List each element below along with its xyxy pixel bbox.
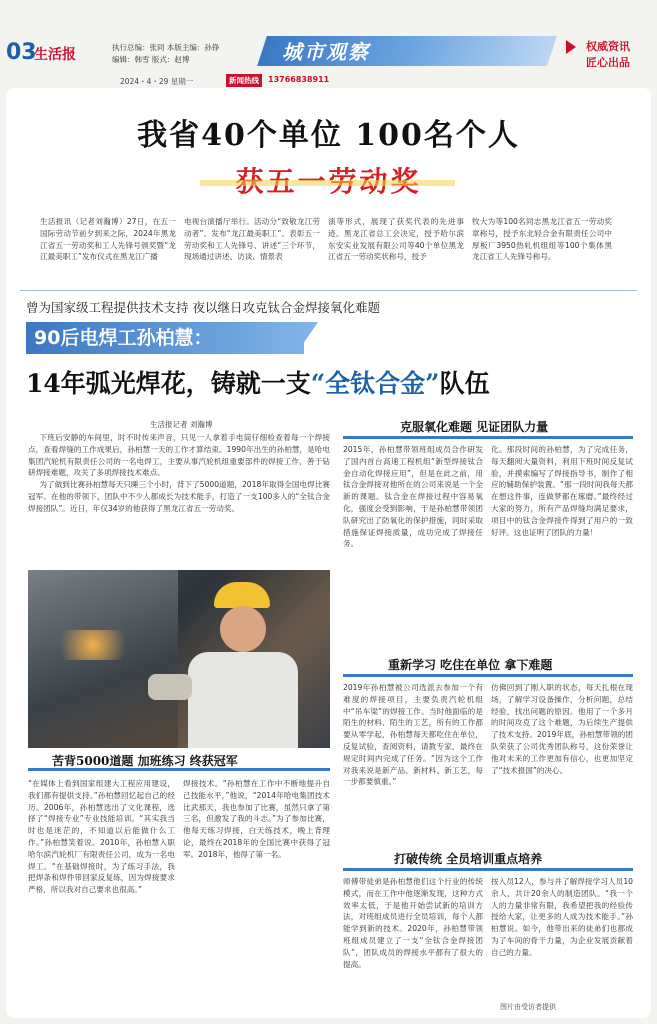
r2-col-2: 仿佛回到了刚入职的状态，每天扎根在现场，了解学习设备操作，分析问题，总结经验，找出问题的原因。他用了一个多月的时间攻克了这个难题，为后续生产提供了技术支持。2019年底，孙柏慧带领的团队荣获了公司优秀团队称号，这份荣誉让他对未来的工作更加有信心，也更加坚定了“技术报国”的决心。 [491,683,633,775]
article2-title [26,364,490,400]
left-col-1: “在媒体上看到国家组建大工程应用建设，我们都有提供支持。”孙柏慧回忆起自己的经历。2006年，孙柏慧选出了文化课程，选择了“焊接专业”专业技能培训。“其实我当时也是迷茫的，不知道以后能做什么工作。”孙柏慧笑着说。2010年，孙柏慧入职哈尔滨汽轮机厂有限责任公司，成为一名电焊工。“在基础焊接时，为了练习手法，我把焊条和焊件带回家反复练，因为焊接要求严格，所以我对自己要求也很高。” [28,779,175,895]
article1-col-3: 演等形式，展现了获奖代表的先进事迹。黑龙江省总工会决定，授予哈尔滨东安实业发展有限公司等40个单位黑龙江省五一劳动奖状称号，授予 [328,217,464,262]
section-title: 城市观察 [282,40,370,64]
subhead-bar [343,674,633,677]
title-tail: 队伍 [439,369,490,398]
left-col-2: 焊接技术。“孙柏慧在工作中不断地提升自己技能水平，”他说，“2014年哈电集团技术比武那天，我也参加了比赛，虽然只拿了第三名，但激发了我的斗志。”为了参加比赛，他每天练习焊接，白天练技术，晚上背理论，最终在2018年的全国比赛中获得了冠军。2018年，他得了第一名。 [183,779,330,859]
subhead-bar [343,868,633,871]
subhead-r1: 克服氧化难题 见证团队力量 [400,420,549,434]
subtitle-highlight [200,180,455,186]
article1-col-2: 电视台演播厅举行。活动分“致敬龙江劳动者”、发布“龙江最美职工”、表彰五一劳动奖和工人先锋号、讲述“三个环节，现场通过讲述、访谈、情景表 [184,217,320,262]
editor-line: 执行总编：张同 本版主编：孙铮 [112,43,220,52]
arrow-icon [566,40,576,54]
article2-kicker: 曾为国家级工程提供技术支持 夜以继日攻克钛合金焊接氧化难题 [26,300,380,315]
deck-tail-shape [296,322,318,354]
title-highlight: “全钛合金” [310,369,440,398]
subhead-left: 苦背5000道题 加班练习 终获冠军 [52,754,238,768]
r1-col-1: 2015年，孙柏慧带领班组成员合作研发了国内首台高速工程机组“新型焊接钛合金自动化焊接应用”，但是在此之前，用钛合金焊接对他所在的公司来说是一个全新的课题。钛合金在焊接过程中容易氧化，强度会受到影响，于是孙柏慧带领团队研究出了防氧化的保护措施，同时采取措施保证焊接质量，成功完成了焊接任务。 [343,445,483,549]
glove-shape [148,674,192,700]
article2-lead [28,432,330,515]
hotline-number: 13766838911 [268,75,330,84]
brand-logo: 生活报 [34,47,76,63]
article1-col-1: 生活报讯（记者刘瀚博）27日，在五一国际劳动节前夕到来之际，2024年黑龙江省五一劳动奖和工人先锋号颁奖暨“龙江最美职工”发布仪式在黑龙江广播 [40,217,176,262]
slogan-1: 权威资讯 [586,40,630,53]
lead-paragraph: 为了做到比赛孙柏慧每天只睡三个小时，背下了5000道题，2018年取得全国电焊比赛冠军。在他的带领下，团队中不少人都成长为技术能手，打造了一支100多人的“全钛合金焊接团队”。近日，年仅34岁的他获得了黑龙江省五一劳动奖。 [28,480,330,513]
subhead-bar [343,436,633,439]
hotline-label: 新闻热线 [226,74,262,87]
photo-credit: 图片由受访者提供 [500,1003,556,1011]
subhead-r3: 打破传统 全员培训重点培养 [394,852,543,866]
title-main: 14年弧光焊花，铸就一支 [26,369,311,398]
uniform-shape [188,652,298,748]
helmet-shape [214,582,270,608]
r3-col-2: 按入员12人，参与并了解焊接学习人员10余人，共计20余人的制造团队。“我一个人的力量非常有限，我希望把我的经验传授给大家，让更多的人成为技术能手。”孙柏慧说。如今，他带出来的徒弟们也都成为了车间的骨干力量，为企业发展贡献着自己的力量。 [491,877,633,957]
article2-deck: 90后电焊工孙柏慧： [26,322,304,354]
article1-col-4: 牧大为等100名同志黑龙江省五一劳动奖章称号，授予东北轻合金有限责任公司中厚板厂3950热轧机组组等100个集体黑龙江省工人先锋号称号。 [472,217,612,262]
face-shape [220,606,266,652]
r2-col-1: 2019年孙柏慧被公司选派去参加一个有难度的焊接项目，主要负责汽轮机组中“吊车梁”的焊接工作。当时他面临的是陌生的材料、陌生的工艺，所有的工作都要从零学起，孙柏慧每天都吃住在单位，反复试验，查阅资料，请教专家，最终在规定时间内完成了任务。“因为这个工作对我来说是新产品、新材料、新工艺，每一步都要慎重。” [343,683,483,787]
welder-photo [28,570,330,748]
issue-date: 2024・4・29 星期一 [120,77,194,86]
lead-paragraph: 下班后安静的车间里，时不时传来声音，只见一人拿着手电筒仔细检查着每一个焊接点，查看焊缝的工作成果后，孙柏慧一天的工作才算结束。1990年出生的孙柏慧，是哈电集团汽轮机有限责任公司的一名电焊工，主要从事汽轮机组重要部件的焊接工作，善于钻研焊接难题，攻关了多项焊接技术难点。 [28,433,330,478]
editor-line-2: 编辑：韩雪 版式：赵博 [112,55,190,64]
r1-col-2: 化。那段时间的孙柏慧，为了完成任务，每天翻阅大量资料，利用下班时间反复试验，并摸索编写了焊接指导书，制作了相应的辅助保护装置。“那一段时间我每天都在想这件事，连做梦都在琢磨。”最终经过大家的努力，所有产品焊缝均满足要求，项目中的钛合金焊接件得到了用户的一致好评。这也证明了团队的力量！ [491,445,633,537]
subhead-r2: 重新学习 吃住在单位 拿下难题 [388,658,553,672]
divider [20,290,637,291]
byline: 生活报记者 刘瀚博 [150,420,213,429]
page-number: 03 [6,40,37,65]
slogan-2: 匠心出品 [586,56,630,69]
r3-col-1: 师傅带徒弟是孙柏慧他们这个行业的传统模式，而在工作中他逐渐发现，这种方式效率太低，于是他开始尝试新的培训方法，对班组成员进行全员培训，每个人都能学到新的技术。2020年，孙柏慧带领班组成员建立了一支“全钛合金焊接团队”，团队成员的焊接水平都有了很大的提高。 [343,877,483,969]
article1-title: 我省40个单位 100名个人 [137,118,520,153]
